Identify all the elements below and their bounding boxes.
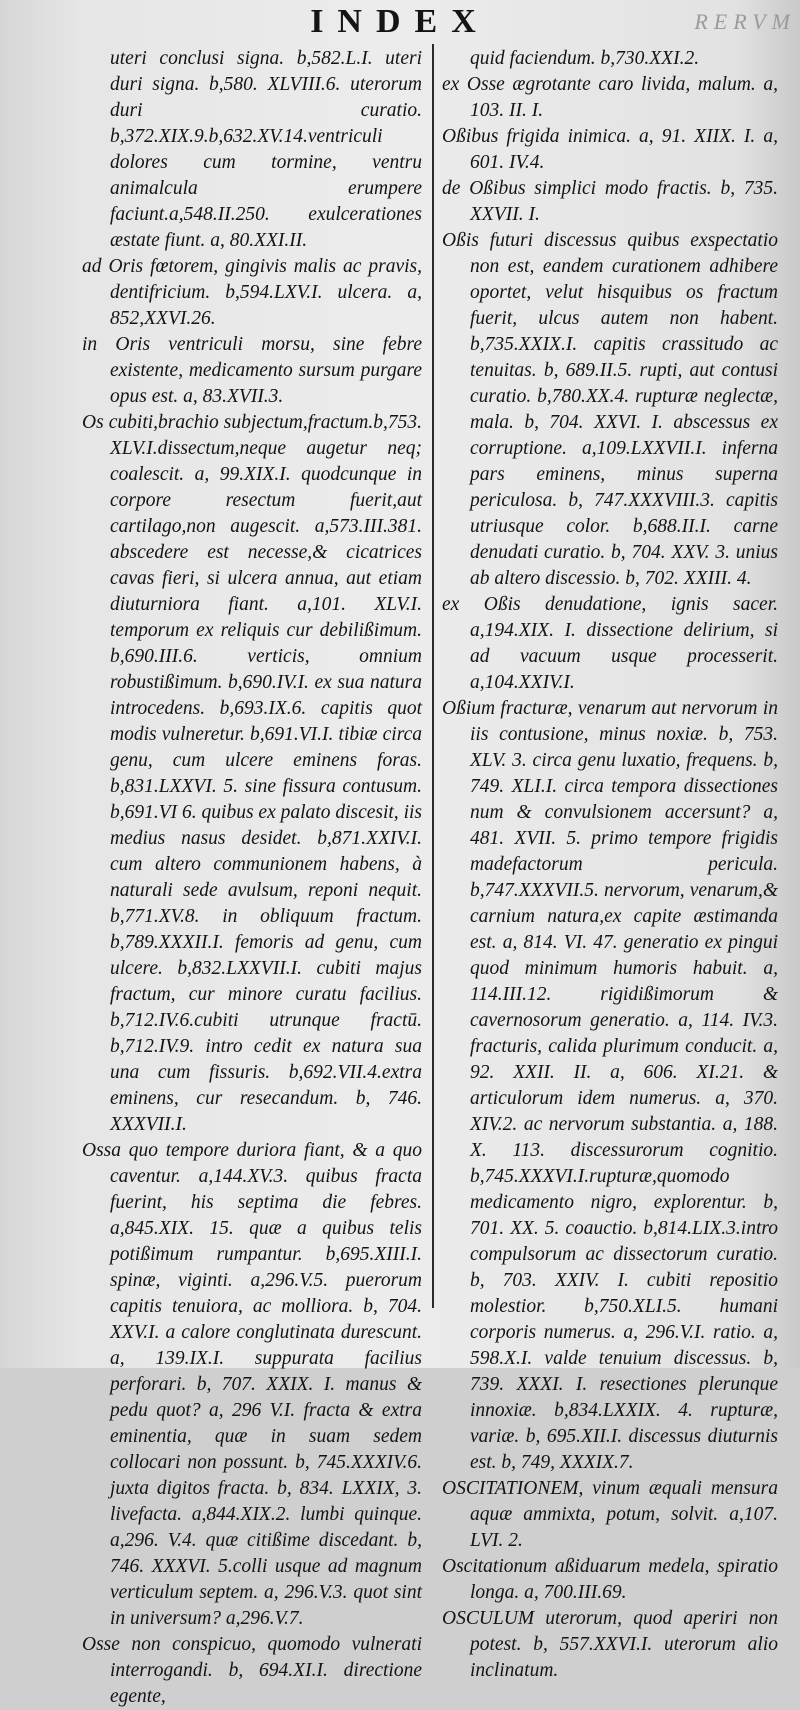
index-entry-continuation: uteri conclusi signa. b,582.L.I. uteri duri signa. b,580. XLVIII.6. uterorum duri curatio. b,372.XIX.9.b,632.XV.14.ventriculi dolores cum tormine, ventru animalcula erumpere faciunt.a,548.II.250. exulcerationes æstate fiunt. a, 80.XXI.II. [110, 48, 422, 251]
index-entry: Osse non conspicuo, quomodo vulnerati interrogandi. b, 694.XI.I. directione egente, [82, 1634, 422, 1707]
index-entry: de Oßibus simplici modo fractis. b, 735. XXVII. I. [442, 178, 778, 225]
right-column [442, 46, 778, 1681]
column-divider [432, 44, 434, 1308]
index-entry: Oscitationum aßiduarum medela, spiratio longa. a, 700.III.69. [442, 1556, 778, 1603]
index-entry: OSCULUM uterorum, quod aperiri non potest. b, 557.XXVI.I. uterorum alio inclinatum. [442, 1608, 778, 1681]
left-column [82, 46, 422, 1707]
index-entry: Oßis futuri discessus quibus exspectatio non est, eandem curationem adhibere oportet, velut hisquibus os fractum fuerit, ulcus autem non habent. b,735.XXIX.I. capitis crassitudo ac tenuitas. b, 689.II.5. rupti, aut contusi curatio. b,780.XX.4. rupturæ neglectæ, mala. b, 704. XXVI. I. abscessus ex corruptione. a,109.LXXVII.I. inferna pars eminens, minus superna periculosa. b, 747.XXXVIII.3. capitis utriusque color. b,688.II.I. carne denudati curatio. b, 704. XXV. 3. unius ab altero discessio. b, 702. XXIII. 4. [442, 230, 778, 589]
index-entry: Ossa quo tempore duriora fiant, & a quo caventur. a,144.XV.3. quibus fracta fuerint, his septima die febres. a,845.XIX. 15. quæ a quibus telis potißimum rumpantur. b,695.XIII.I. spinæ, viginti. a,296.V.5. puerorum capitis tenuiora, ac molliora. b, 704. XXV.I. a calore conglutinata durescunt. a, 139.IX.I. suppurata facilius perforari. b, 707. XXIX. I. manus & pedu quot? a, 296 V.I. fracta & extra eminentia, quæ in suam sedem collocari non possunt. b, 745.XXXIV.6. juxta digitos fracta. b, 834. LXXIX, 3. livefacta. a,844.XIX.2. lumbi quinque. a,296. V.4. quæ citißime discedant. b, 746. XXXVI. 5.colli usque ad magnum verticulum septem. a, 296.V.3. quot sint in universum? a,296.V.7. [82, 1140, 422, 1629]
index-entry: ad Oris fœtorem, gingivis malis ac pravis, dentifricium. b,594.LXV.I. ulcera. a, 852,XXVI.26. [82, 256, 422, 329]
index-entry: OSCITATIONEM, vinum æquali mensura aquæ ammixta, potum, solvit. a,107. LVI. 2. [442, 1478, 778, 1551]
index-entry: ex Osse ægrotante caro livida, malum. a, 103. II. I. [442, 74, 778, 121]
page-title: INDEX [310, 3, 490, 40]
running-header [0, 0, 800, 44]
index-entry: Oßibus frigida inimica. a, 91. XIIX. I. a, 601. IV.4. [442, 126, 778, 173]
index-entry: in Oris ventriculi morsu, sine febre existente, medicamento sursum purgare opus est. a, 83.XVII.3. [82, 334, 422, 407]
index-entry: Oßium fracturæ, venarum aut nervorum in iis contusione, minus noxiæ. b, 753. XLV. 3. circa genu luxatio, frequens. b, 749. XLI.I. circa tempora dissectiones num & convulsionem accersunt? a, 481. XVII. 5. primo tempore frigidis madefactorum pericula. b,747.XXXVII.5. nervorum, venarum,& carnium natura,ex capite æstimanda est. a, 814. VI. 47. generatio ex pingui quod minimum humoris habuit. a, 114.III.12. rigidißimorum & cavernosorum generatio. a, 114. IV.3. fracturis, calida plurimum conducit. a, 92. XXII. II. a, 606. XI.21. & articulorum idem numerus. a, 370. XIV.2. ac nervorum substantia. a, 188. X. 113. discessurorum cognitio. b,745.XXXVI.I.rupturæ,quomodo medicamento nigro, explorentur. b, 701. XX. 5. coauctio. b,814.LIX.3.intro compulsorum ac dissectorum curatio. b, 703. XXIV. I. cubiti repositio molestior. b,750.XLI.5. humani corporis numerus. a, 296.V.I. ratio. a, 598.X.I. valde tenuium discessus. b, 739. XXXI. I. resectiones plerunque innoxiæ. b,834.LXXIX. 4. rupturæ, variæ. b, 695.XII.I. discessus diuturnis est. b, 749, XXXIX.7. [442, 698, 778, 1473]
index-entry: ex Oßis denudatione, ignis sacer. a,194.XIX. I. dissectione delirium, si ad vacuum usque processerit. a,104.XXIV.I. [442, 594, 778, 693]
bleed-through-text: RERVM [694, 9, 796, 34]
index-entry: Os cubiti,brachio subjectum,fractum.b,753. XLV.I.dissectum,neque augetur neq; coalescit. a, 99.XIX.I. quodcunque in corpore resectum fuerit,aut cartilago,non augescit. a,573.III.381. abscedere est necesse,& cicatrices cavas fieri, si ulcera annua, aut etiam diuturniora fiant. a,101. XLV.I. temporum ex reliquis cur debilißimum. b,690.III.6. verticis, omnium robustißimum. b,690.IV.I. ex sua natura introcedens. b,693.IX.6. capitis quot modis vulneretur. b,691.VI.I. tibiæ circa genu, cum ulcere eminens foras. b,831.LXXVI. 5. sine fissura contusum. b,691.VI 6. quibus ex palato discesit, iis medius nasus desidet. b,871.XXIV.I. cum altero communionem habens, à naturali sede avulsum, reponi nequit. b,771.XV.8. in obliquum fractum. b,789.XXXII.I. femoris ad genu, cum ulcere. b,832.LXXVII.I. cubiti majus fractum, cur minore curatu facilius. b,712.IV.6.cubiti utrunque fractū. b,712.IV.9. intro cedit ex natura sua una cum fissuris. b,692.VII.4.extra eminens, cur resecandum. b, 746. XXXVII.I. [82, 412, 422, 1135]
index-entry-continuation: quid faciendum. b,730.XXI.2. [470, 48, 700, 69]
